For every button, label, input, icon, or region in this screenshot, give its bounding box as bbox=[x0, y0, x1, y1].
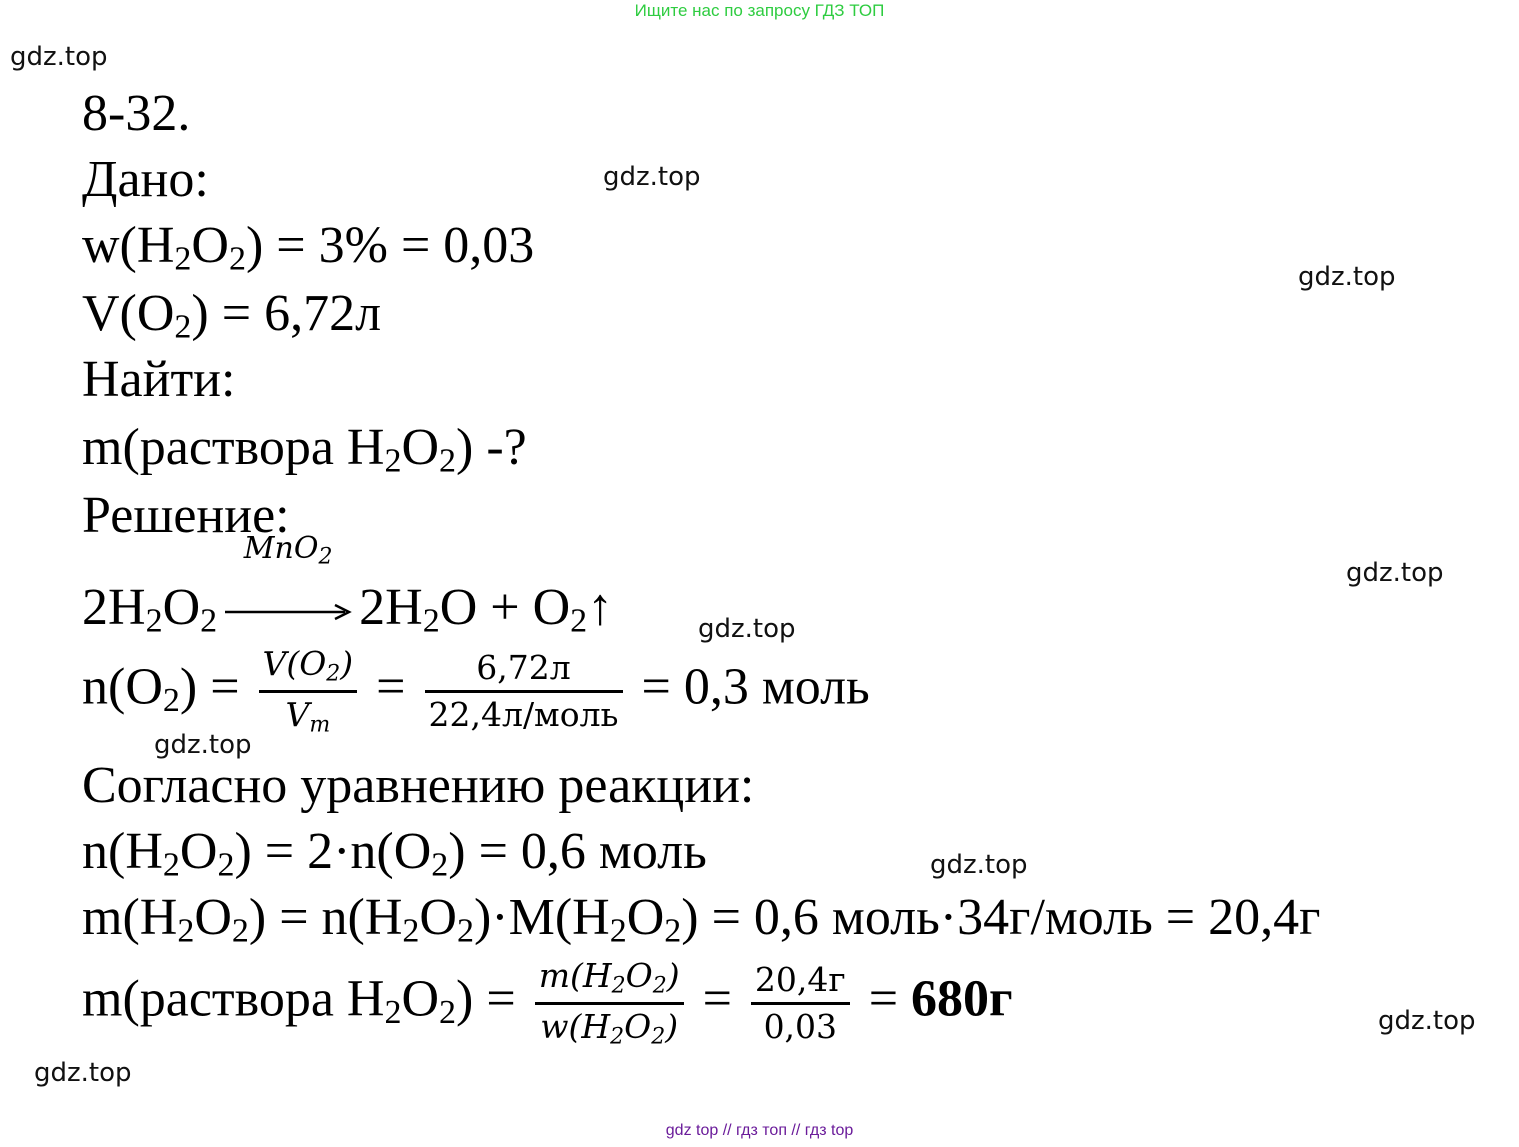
fraction-mass-over-fraction: $\frac{m(H2O2)}{w(H2O2)}$ bbox=[535, 956, 684, 1051]
find-target: m(раствора $H_2O_2$) -? bbox=[82, 419, 527, 480]
problem-number: 8-32. bbox=[82, 85, 191, 142]
watermark: gdz.top bbox=[1298, 262, 1396, 292]
solution-mass-line: m(раствора $H_2O_2$) = $\frac{m(H2O2)}{w(H2O2)}$ = $\frac{20,4г}{0,03}$ = 680г bbox=[82, 956, 1013, 1050]
fraction-volume-over-molar-volume: $\frac{V(O2)}{Vm}$ bbox=[259, 644, 358, 739]
watermark: gdz.top bbox=[1378, 1006, 1476, 1036]
final-answer: 680г bbox=[911, 970, 1013, 1028]
given-mass-fraction: $w(H_2O_2) = 3\% = 0,03$ bbox=[82, 217, 535, 278]
find-heading: Найти: bbox=[82, 351, 236, 408]
footer-links: gdz top // гдз топ // гдз top bbox=[665, 1122, 854, 1139]
given-volume: $V(O_2) = 6,72л$ bbox=[82, 285, 382, 346]
reaction-equation: $2H_2O_2$ MnO2 $2H_2O$ + $O_2↑$ bbox=[82, 531, 614, 640]
fraction-numeric: $\frac{6,72л}{\text{22,4л/моль}}$ bbox=[425, 648, 623, 734]
watermark: gdz.top bbox=[603, 162, 701, 192]
moles-o2-line: $n(O_2)$ = $\frac{V(O2)}{Vm}$ = $\frac{6,72л}{\text{22,4л/моль}}$ = 0,3 моль bbox=[82, 644, 870, 738]
according-to-equation: Согласно уравнению реакции: bbox=[82, 757, 755, 814]
watermark: gdz.top bbox=[1346, 558, 1444, 588]
given-heading: Дано: bbox=[82, 151, 209, 208]
mass-h2o2-line: $m(H_2O_2) = n(H_2O_2)\cdot M(H_2O_2) = 0,6$ моль·34г/моль = 20,4г bbox=[82, 889, 1321, 950]
fraction-numeric-final: $\frac{20,4г}{0,03}$ bbox=[751, 960, 850, 1046]
search-banner: Ищите нас по запросу ГДЗ ТОП bbox=[634, 1, 885, 20]
reaction-arrow bbox=[223, 531, 353, 634]
watermark: gdz.top bbox=[34, 1058, 132, 1088]
gas-up-arrow: ↑ bbox=[587, 579, 614, 636]
moles-h2o2-line: $n(H_2O_2) = 2\cdot n(O_2) = 0,6$ моль bbox=[82, 823, 707, 884]
right-arrow-icon bbox=[223, 602, 353, 622]
catalyst-label: MnO2 bbox=[243, 531, 333, 570]
solution-heading: Решение: bbox=[82, 487, 290, 544]
watermark: gdz.top bbox=[154, 730, 252, 760]
watermark: gdz.top bbox=[698, 614, 796, 644]
watermark: gdz.top bbox=[930, 850, 1028, 880]
watermark: gdz.top bbox=[10, 42, 108, 72]
